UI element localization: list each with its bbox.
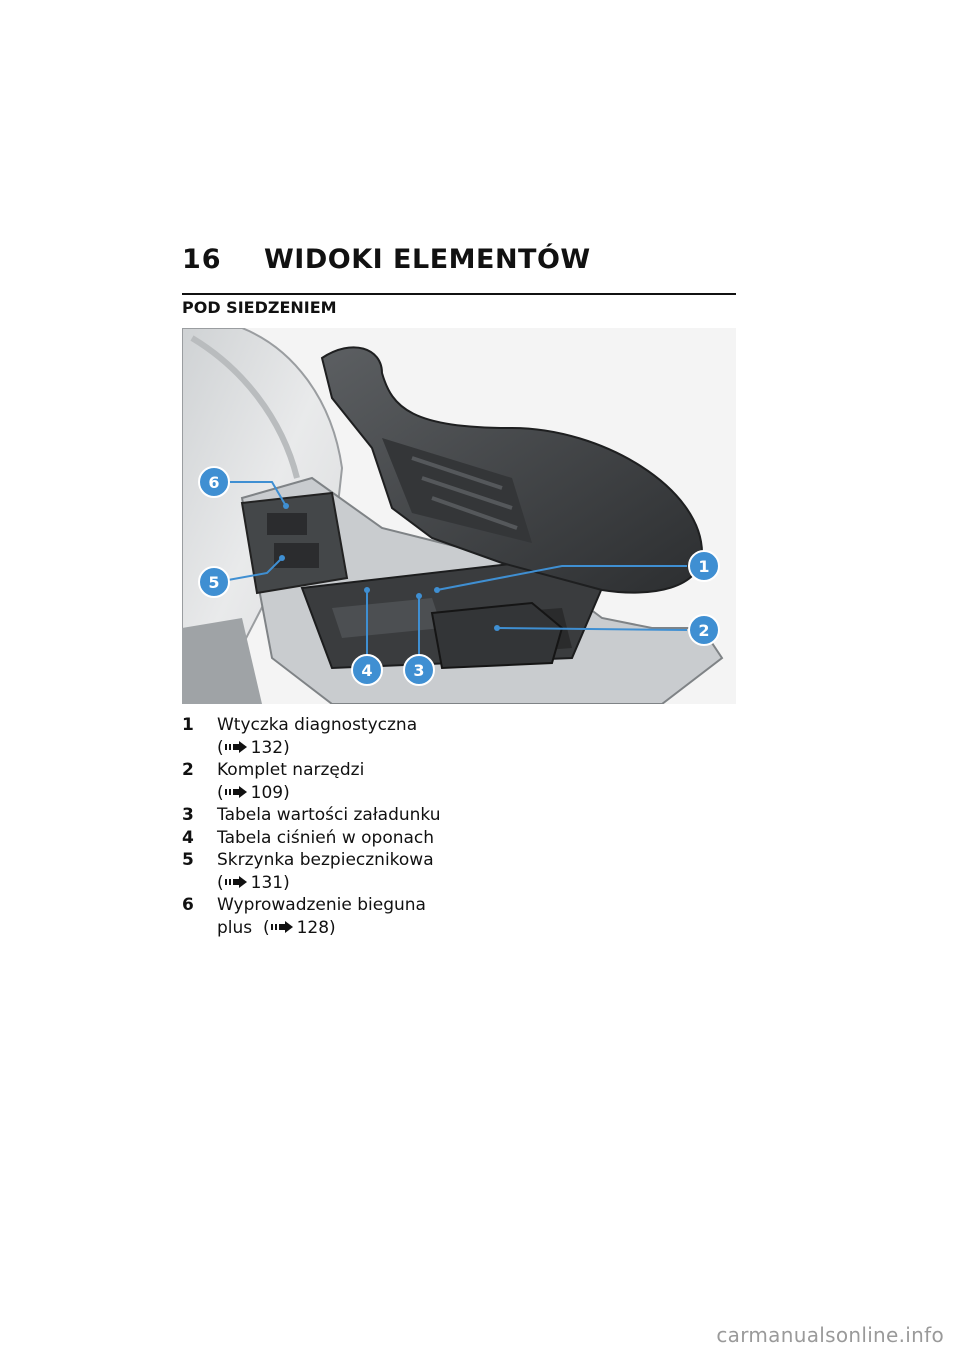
legend-item-2 [182,759,482,804]
legend-number: 5 [182,850,194,870]
callout-5 [199,567,229,597]
legend-label: Tabela wartości załadunku [217,805,441,825]
legend-number: 4 [182,827,194,848]
legend-item-4 [182,827,482,850]
page-ref-arrow-icon [225,876,247,888]
legend-label-continued: plus [217,917,253,938]
legend-item-3 [182,804,482,827]
svg-text:1: 1 [698,557,710,576]
legend-label: Wyprowadzenie bieguna [217,895,426,915]
watermark: carmanualsonline.info [716,1323,944,1347]
page-ref-arrow-icon [271,921,293,933]
under-seat-illustration [182,328,736,704]
callout-3 [404,655,434,685]
page-ref-arrow-icon [225,741,247,753]
page-ref-arrow-icon [225,786,247,798]
callout-4 [352,655,382,685]
page-reference[interactable]: ( 131) [217,872,290,893]
legend-number: 1 [182,715,194,735]
legend-label: Wtyczka diagnostyczna [217,715,418,735]
callout-2 [689,615,719,645]
header-rule [182,293,736,295]
chapter-title: WIDOKI ELEMENTÓW [264,244,591,275]
legend-item-1 [182,714,482,759]
page-number: 16 [182,244,222,275]
svg-text:4: 4 [361,661,373,680]
section-title: POD SIEDZENIEM [182,298,337,317]
legend-item-5 [182,849,482,894]
page-reference[interactable]: ( 128) [262,917,336,938]
legend-label: Skrzynka bezpiecznikowa [217,850,434,870]
legend-item-6 [182,894,482,939]
legend-number: 2 [182,760,194,780]
svg-text:3: 3 [413,661,425,680]
motorcycle-illustration [182,328,736,704]
svg-text:5: 5 [208,573,220,592]
legend-label: Tabela ciśnień w oponach [217,827,435,848]
callout-1 [689,551,719,581]
callout-6 [199,467,229,497]
legend-number: 3 [182,805,194,825]
legend-number: 6 [182,895,194,915]
svg-text:2: 2 [698,621,710,640]
page-reference[interactable]: ( 132) [217,737,290,758]
legend-list [182,714,482,939]
svg-text:6: 6 [208,473,220,492]
page-reference[interactable]: ( 109) [217,782,290,803]
legend-label: Komplet narzędzi [217,760,365,780]
